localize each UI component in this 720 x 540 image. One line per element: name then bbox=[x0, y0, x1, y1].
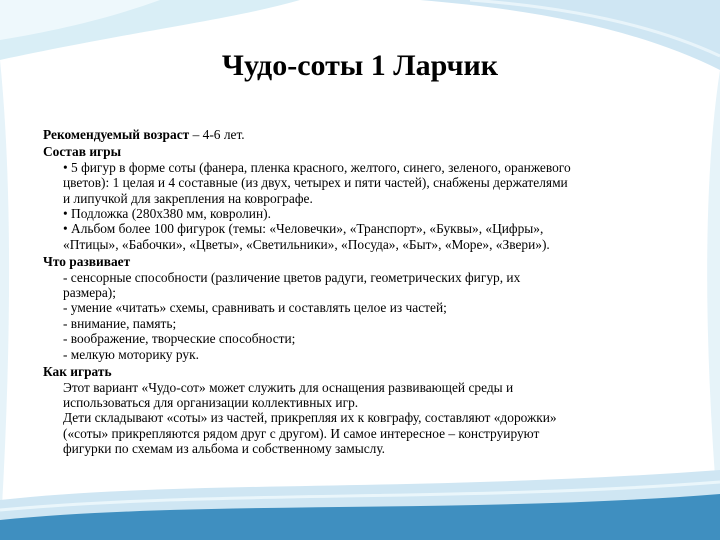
slide-title: Чудо-соты 1 Ларчик bbox=[221, 49, 499, 82]
wave-left bbox=[0, 60, 9, 540]
age-line bbox=[43, 127, 693, 142]
howto-line: («соты» прикрепляются рядом друг с другом). И самое интересное – конструируют bbox=[63, 425, 540, 441]
composition-line: цветов): 1 целая и 4 составные (из двух, четырех и пяти частей), снабжены держателями bbox=[63, 175, 568, 191]
composition-line: и липучкой для закрепления на коврографе. bbox=[63, 190, 313, 206]
wave-right bbox=[707, 70, 720, 540]
age-label: Рекомендуемый возраст bbox=[43, 127, 190, 142]
howto-line: Дети складывают «соты» из частей, прикрепляя их к ковграфу, составляют «дорожки» bbox=[63, 410, 557, 426]
howto-line: фигурки по схемам из альбома и собственному замыслу. bbox=[63, 441, 386, 457]
howto-line: Этот вариант «Чудо-сот» может служить для оснащения развивающей среды и bbox=[63, 379, 514, 395]
develops-line: размера); bbox=[63, 285, 116, 301]
howto-heading: Как играть bbox=[43, 364, 112, 380]
composition-heading: Состав игры bbox=[43, 144, 122, 160]
slide-content bbox=[43, 127, 693, 457]
composition-line: • Подложка (280х380 мм, ковролин). bbox=[63, 206, 271, 222]
develops-line: - сенсорные способности (различение цветов радуги, геометрических фигур, их bbox=[63, 269, 521, 285]
develops-line: - воображение, творческие способности; bbox=[63, 331, 296, 347]
develops-line: - мелкую моторику рук. bbox=[63, 346, 199, 362]
composition-line: «Птицы», «Бабочки», «Цветы», «Светильники», «Посуда», «Быт», «Море», «Звери»). bbox=[63, 236, 550, 252]
howto-line: использоваться для организации коллективных игр. bbox=[63, 394, 359, 410]
composition-line: • Альбом более 100 фигурок (темы: «Человечки», «Транспорт», «Буквы», «Цифры», bbox=[63, 221, 544, 237]
develops-heading: Что развивает bbox=[43, 254, 131, 270]
age-value: – 4-6 лет. bbox=[189, 127, 245, 142]
develops-line: - внимание, память; bbox=[63, 315, 177, 331]
composition-line: • 5 фигур в форме соты (фанера, пленка красного, желтого, синего, зеленого, оранжевого bbox=[63, 159, 571, 175]
develops-line: - умение «читать» схемы, сравнивать и составлять целое из частей; bbox=[63, 300, 447, 316]
